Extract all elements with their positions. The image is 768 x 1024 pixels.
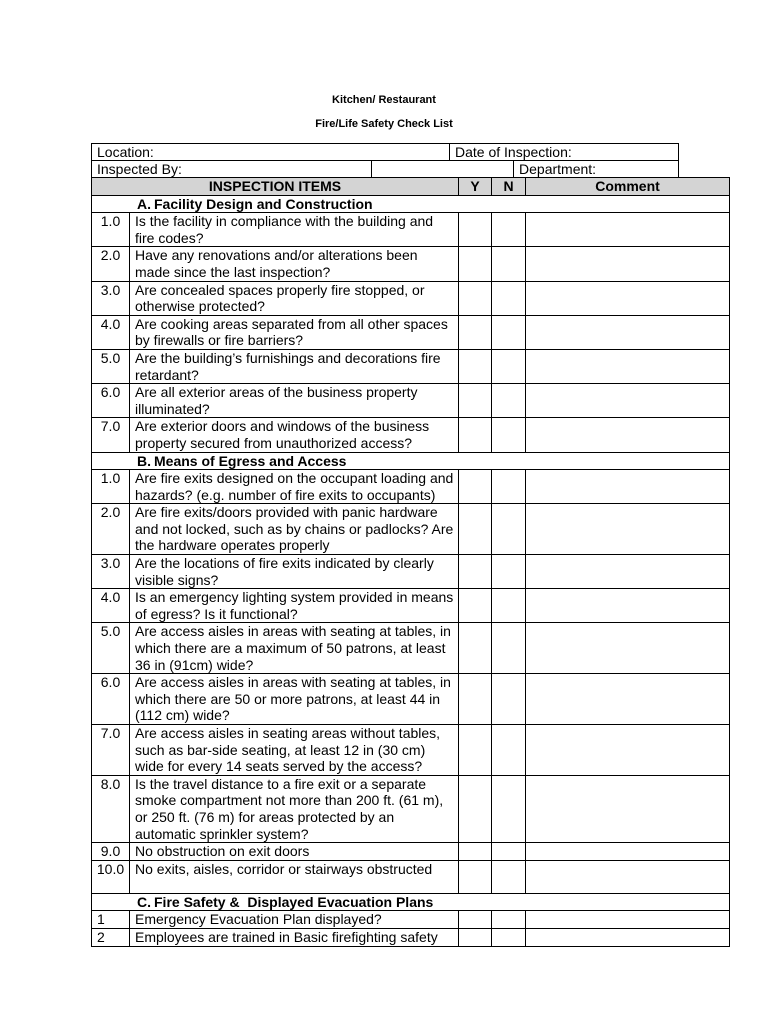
section-title-text: Means of Egress and Access [154,452,347,469]
item-number: 5.0 [92,623,130,674]
section-title-text: Facility Design and Construction [154,195,373,212]
section-letter: A. [137,195,151,212]
item-number: 7.0 [92,418,130,452]
comment-cell[interactable] [526,418,730,452]
item-number: 2 [92,928,130,946]
item-question: No obstruction on exit doors [130,843,459,861]
no-checkbox-cell[interactable] [492,911,526,929]
checklist-item-row [92,623,730,674]
checklist-item-row [92,470,730,504]
document-title: Kitchen/ Restaurant [332,94,436,106]
checklist-item-row [92,928,730,946]
comment-cell[interactable] [526,623,730,674]
inspection-items-header: INSPECTION ITEMS [92,178,459,196]
checklist-item-row [92,247,730,281]
section-title [92,452,730,470]
location-field[interactable]: Location: [92,144,450,161]
no-checkbox-cell[interactable] [492,843,526,861]
comment-cell[interactable] [526,775,730,842]
section-title [92,195,730,213]
yes-checkbox-cell[interactable] [459,247,492,281]
no-checkbox-cell[interactable] [492,860,526,893]
item-question: Are cooking areas separated from all other spaces by firewalls or fire barriers? [130,315,459,349]
no-checkbox-cell[interactable] [492,470,526,504]
item-question: Are the building’s furnishings and decorations fire retardant? [130,349,459,383]
comment-cell[interactable] [526,589,730,623]
no-checkbox-cell[interactable] [492,555,526,589]
inspected-by-value-field[interactable] [372,161,514,178]
section-row [92,893,730,911]
yes-checkbox-cell[interactable] [459,418,492,452]
item-question: Emergency Evacuation Plan displayed? [130,911,459,929]
no-checkbox-cell[interactable] [492,213,526,247]
comment-header: Comment [526,178,730,196]
section-letter: B. [137,452,151,469]
section-row [92,195,730,213]
checklist-item-row [92,860,730,893]
comment-cell[interactable] [526,281,730,315]
checklist-item-row [92,349,730,383]
checklist-item-row [92,555,730,589]
no-checkbox-cell[interactable] [492,315,526,349]
checklist-item-row [92,384,730,418]
item-question: Is the travel distance to a fire exit or a separate smoke compartment not more than 200 ft. (61 m), or 250 ft. (76 m) for areas protected by an automatic sprinkler system? [130,775,459,842]
no-checkbox-cell[interactable] [492,384,526,418]
no-checkbox-cell[interactable] [492,775,526,842]
item-number: 6.0 [92,384,130,418]
inspected-by-field[interactable]: Inspected By: [92,161,372,178]
item-question: Are fire exits/doors provided with panic hardware and not locked, such as by chains or padlocks? Are the hardware operates properly [130,504,459,555]
checklist-item-row [92,315,730,349]
item-number: 3.0 [92,281,130,315]
yes-checkbox-cell[interactable] [459,860,492,893]
no-checkbox-cell[interactable] [492,281,526,315]
comment-cell[interactable] [526,674,730,725]
checklist-item-row [92,775,730,842]
item-question: Is the facility in compliance with the building and fire codes? [130,213,459,247]
checklist-item-row [92,281,730,315]
yes-checkbox-cell[interactable] [459,589,492,623]
yes-checkbox-cell[interactable] [459,349,492,383]
item-question: Are access aisles in areas with seating at tables, in which there are a maximum of 50 patrons, at least 36 in (91cm) wide? [130,623,459,674]
no-checkbox-cell[interactable] [492,247,526,281]
item-number: 8.0 [92,775,130,842]
yes-checkbox-cell[interactable] [459,725,492,776]
item-number: 1.0 [92,213,130,247]
yes-checkbox-cell[interactable] [459,775,492,842]
comment-cell[interactable] [526,384,730,418]
comment-cell[interactable] [526,504,730,555]
yes-checkbox-cell[interactable] [459,384,492,418]
column-header-row [92,178,730,196]
item-number: 9.0 [92,843,130,861]
item-question: Are all exterior areas of the business property illuminated? [130,384,459,418]
yes-checkbox-cell[interactable] [459,555,492,589]
yes-checkbox-cell[interactable] [459,213,492,247]
yes-header: Y [459,178,492,196]
checklist-item-row [92,911,730,929]
comment-cell[interactable] [526,860,730,893]
comment-cell[interactable] [526,555,730,589]
item-number: 7.0 [92,725,130,776]
item-question: Are access aisles in seating areas without tables, such as bar-side seating, at least 12 in (30 cm) wide for every 14 seats served by the access? [130,725,459,776]
document-subtitle: Fire/Life Safety Check List [315,118,453,130]
section-row [92,452,730,470]
no-checkbox-cell[interactable] [492,623,526,674]
checklist-item-row [92,504,730,555]
item-number: 4.0 [92,315,130,349]
item-number: 2.0 [92,504,130,555]
comment-cell[interactable] [526,911,730,929]
comment-cell[interactable] [526,843,730,861]
item-question: Are the locations of fire exits indicated by clearly visible signs? [130,555,459,589]
no-checkbox-cell[interactable] [492,504,526,555]
comment-cell[interactable] [526,315,730,349]
checklist-item-row [92,418,730,452]
comment-cell[interactable] [526,349,730,383]
item-question: Are exterior doors and windows of the business property secured from unauthorized access? [130,418,459,452]
no-checkbox-cell[interactable] [492,349,526,383]
item-number: 10.0 [92,860,130,893]
yes-checkbox-cell[interactable] [459,623,492,674]
no-checkbox-cell[interactable] [492,725,526,776]
comment-cell[interactable] [526,928,730,946]
yes-checkbox-cell[interactable] [459,315,492,349]
comment-cell[interactable] [526,247,730,281]
department-field[interactable]: Department: [514,161,679,178]
item-question: No exits, aisles, corridor or stairways obstructed [130,860,459,893]
no-checkbox-cell[interactable] [492,418,526,452]
item-question: Are concealed spaces properly fire stopped, or otherwise protected? [130,281,459,315]
no-checkbox-cell[interactable] [492,674,526,725]
yes-checkbox-cell[interactable] [459,928,492,946]
yes-checkbox-cell[interactable] [459,911,492,929]
yes-checkbox-cell[interactable] [459,281,492,315]
yes-checkbox-cell[interactable] [459,843,492,861]
checklist-table [91,177,730,947]
section-title-text: Fire Safety & Displayed Evacuation Plans [154,893,434,910]
comment-cell[interactable] [526,470,730,504]
comment-cell[interactable] [526,213,730,247]
no-checkbox-cell[interactable] [492,589,526,623]
checklist-item-row [92,213,730,247]
date-of-inspection-field[interactable]: Date of Inspection: [450,144,679,161]
no-header: N [492,178,526,196]
item-question: Have any renovations and/or alterations been made since the last inspection? [130,247,459,281]
item-number: 4.0 [92,589,130,623]
item-number: 6.0 [92,674,130,725]
item-number: 3.0 [92,555,130,589]
yes-checkbox-cell[interactable] [459,504,492,555]
comment-cell[interactable] [526,725,730,776]
item-question: Employees are trained in Basic firefighting safety [130,928,459,946]
yes-checkbox-cell[interactable] [459,674,492,725]
checklist-item-row [92,843,730,861]
checklist-item-row [92,725,730,776]
section-title [92,893,730,911]
section-letter: C. [137,893,151,910]
item-question: Are access aisles in areas with seating at tables, in which there are 50 or more patrons, at least 44 in (112 cm) wide? [130,674,459,725]
item-number: 2.0 [92,247,130,281]
checklist-item-row [92,674,730,725]
item-question: Is an emergency lighting system provided in means of egress? Is it functional? [130,589,459,623]
item-number: 1 [92,911,130,929]
item-number: 5.0 [92,349,130,383]
inspection-header-table [91,143,679,178]
item-question: Are fire exits designed on the occupant loading and hazards? (e.g. number of fire exits to occupants) [130,470,459,504]
no-checkbox-cell[interactable] [492,928,526,946]
checklist-item-row [92,589,730,623]
item-number: 1.0 [92,470,130,504]
yes-checkbox-cell[interactable] [459,470,492,504]
